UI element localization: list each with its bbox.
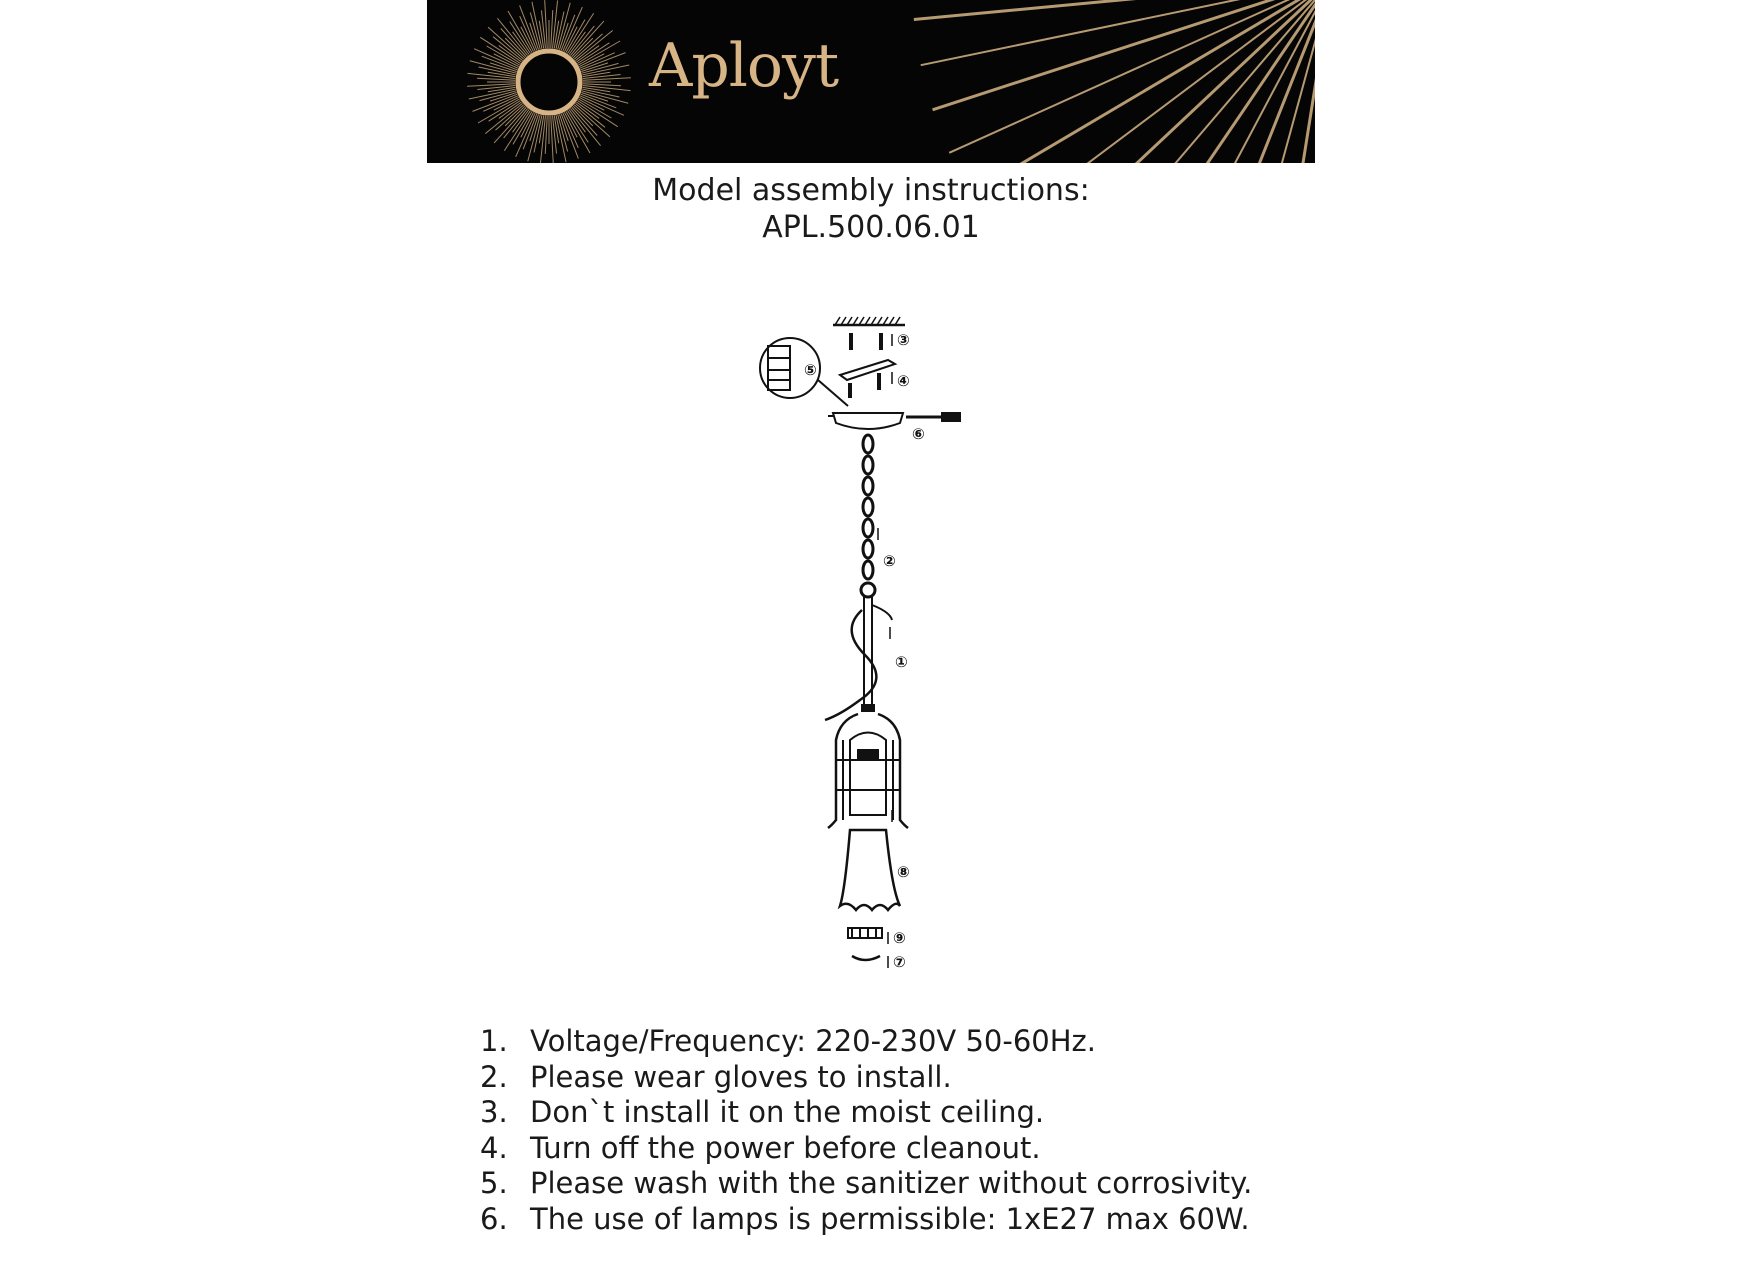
callout-5: ⑤ <box>804 361 817 379</box>
callout-1: ① <box>895 653 908 671</box>
callout-8: ⑧ <box>897 863 910 881</box>
callout-2: ② <box>883 552 896 570</box>
list-item: 2. Please wear gloves to install. <box>480 1059 952 1094</box>
brand-name: Aployt <box>649 31 839 101</box>
callout-9: ⑨ <box>893 929 906 947</box>
list-item: 6. The use of lamps is permissible: 1xE27 max 60W. <box>480 1201 1250 1236</box>
callout-7: ⑦ <box>893 953 906 971</box>
list-item: 3. Don`t install it on the moist ceiling. <box>480 1095 1045 1129</box>
instructions-list <box>480 1024 1252 1237</box>
sunburst-logo-icon <box>427 0 1315 163</box>
callout-6: ⑥ <box>912 425 925 443</box>
list-item: 1. Voltage/Frequency: 220-230V 50-60Hz. <box>480 1024 1096 1058</box>
page-title: Model assembly instructions: <box>652 173 1090 208</box>
model-number: APL.500.06.01 <box>762 210 980 245</box>
list-item: 4. Turn off the power before cleanout. <box>480 1130 1041 1165</box>
pendant-lamp-assembly-icon <box>740 300 980 980</box>
callout-3: ③ <box>897 331 910 349</box>
brand-banner <box>427 0 1315 163</box>
assembly-diagram <box>740 300 980 980</box>
list-item: 5. Please wash with the sanitizer without corrosivity. <box>480 1166 1253 1200</box>
callout-4: ④ <box>897 372 910 390</box>
